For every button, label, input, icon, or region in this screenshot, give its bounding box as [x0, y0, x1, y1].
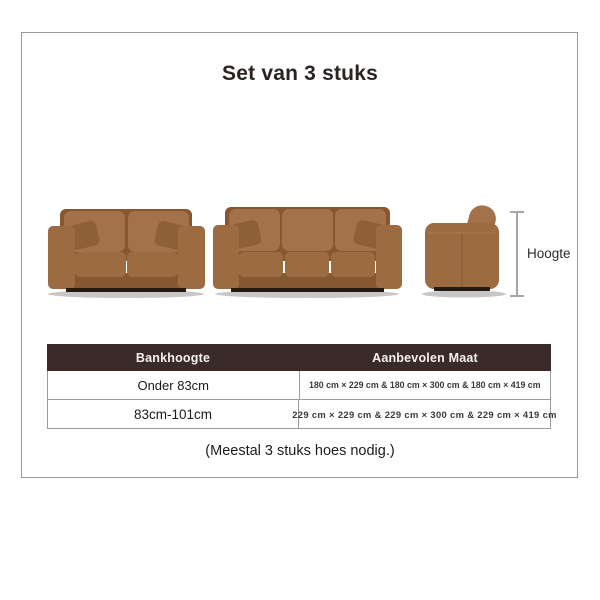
header-bankhoogte: Bankhoogte — [135, 350, 211, 365]
header-aanbevolen-maat: Aanbevolen Maat — [372, 350, 478, 365]
cell-aanbevolen-maat-2: 229 cm × 229 cm & 229 cm × 300 cm & 229 cm × 419 cm — [292, 408, 557, 420]
two-seater-sofa-icon — [48, 209, 205, 298]
footer-note: (Meestal 3 stuks hoes nodig.) — [205, 443, 395, 459]
cell-aanbevolen-maat-1: 180 cm × 229 cm & 180 cm × 300 cm & 180 cm × 419 cm — [308, 380, 541, 390]
height-measure-line-icon — [510, 212, 524, 296]
cell-bankhoogte-2: 83cm-101cm — [48, 400, 299, 428]
table-row — [47, 371, 551, 400]
page-title: Set van 3 stuks — [222, 62, 378, 85]
size-table — [47, 344, 557, 429]
cell-bankhoogte-1: Onder 83cm — [48, 371, 300, 399]
armchair-side-icon — [422, 203, 506, 298]
table-row — [47, 399, 557, 429]
furniture-diagram — [30, 195, 590, 320]
three-seater-sofa-icon — [213, 207, 402, 298]
size-table-header-row — [47, 344, 551, 371]
height-label: Hoogte — [527, 246, 571, 261]
